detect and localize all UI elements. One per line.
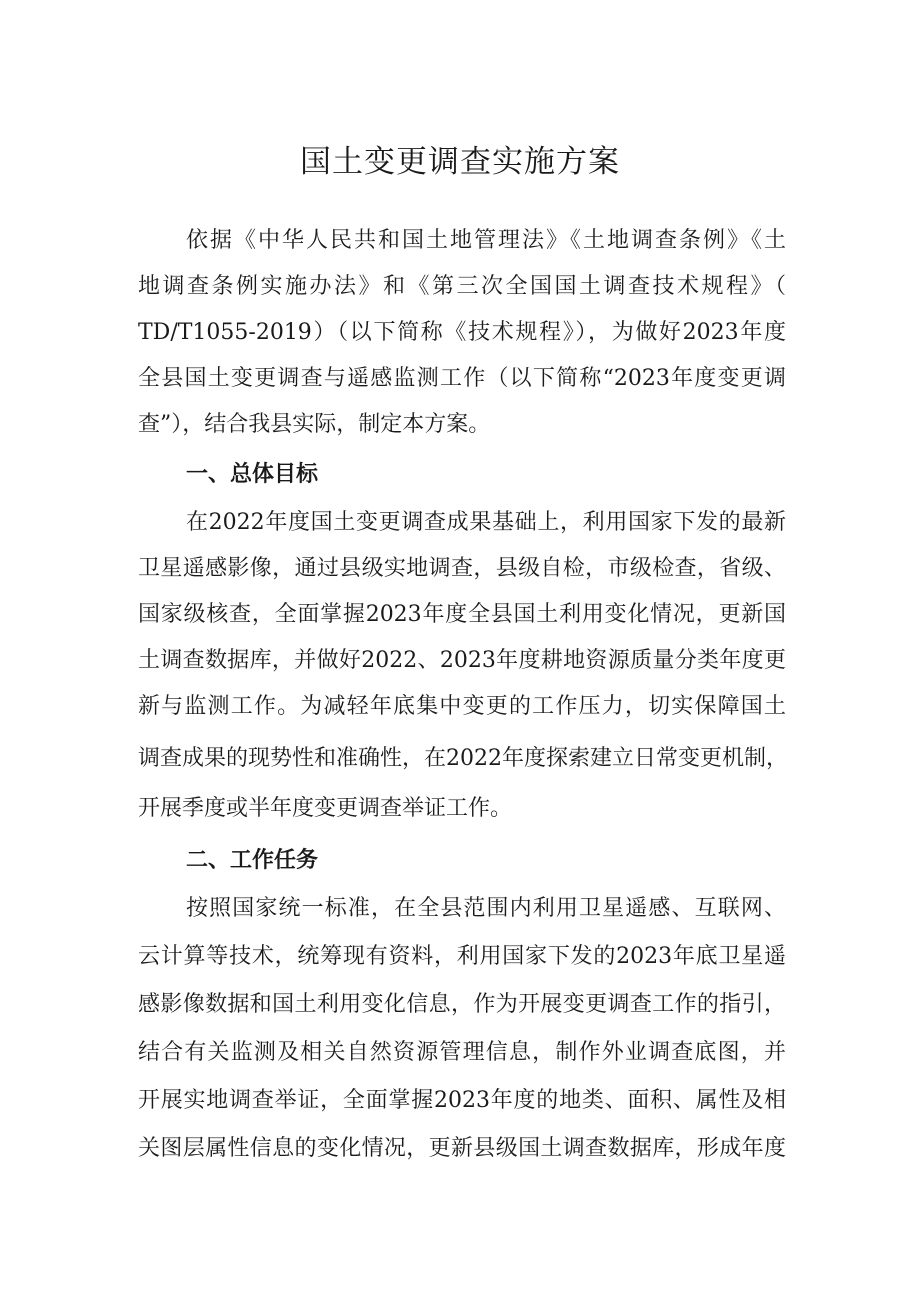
- paragraph-line: 依据《中华人民共和国土地管理法》《土地调查条例》《土: [186, 228, 786, 253]
- section-heading: 一、总体目标: [186, 462, 319, 487]
- paragraph-line: 开展季度或半年度变更调查举证工作。: [138, 796, 513, 821]
- paragraph-line: TD/T1055-2019）（以下简称《技术规程》），为做好2023年度: [138, 320, 786, 345]
- paragraph-line: 全县国土变更调查与遥感监测工作（以下简称“2023年度变更调: [138, 366, 786, 391]
- paragraph-line: 地调查条例实施办法》和《第三次全国国土调查技术规程》（: [138, 274, 786, 299]
- paragraph-line: 查”），结合我县实际，制定本方案。: [138, 412, 491, 437]
- paragraph-line: 国家级核查，全面掌握2023年度全县国土利用变化情况，更新国: [138, 602, 786, 627]
- paragraph-line: 关图层属性信息的变化情况，更新县级国土调查数据库，形成年度: [138, 1136, 786, 1161]
- paragraph-line: 感影像数据和国土利用变化信息，作为开展变更调查工作的指引，: [138, 992, 786, 1017]
- paragraph-line: 结合有关监测及相关自然资源管理信息，制作外业调查底图，并: [138, 1040, 786, 1065]
- paragraph-line: 卫星遥感影像，通过县级实地调查，县级自检，市级检查，省级、: [138, 556, 786, 581]
- paragraph-line: 在2022年度国土变更调查成果基础上，利用国家下发的最新: [186, 510, 786, 535]
- paragraph-line: 开展实地调查举证，全面掌握2023年度的地类、面积、属性及相: [138, 1088, 786, 1113]
- section-heading: 二、工作任务: [186, 848, 319, 873]
- document-title: 国土变更调查实施方案: [300, 144, 620, 180]
- paragraph-line: 调查成果的现势性和准确性，在2022年度探索建立日常变更机制，: [138, 746, 788, 771]
- paragraph-line: 云计算等技术，统筹现有资料，利用国家下发的2023年底卫星遥: [138, 944, 786, 969]
- paragraph-line: 按照国家统一标准，在全县范围内利用卫星遥感、互联网、: [186, 896, 786, 921]
- paragraph-line: 新与监测工作。为减轻年底集中变更的工作压力，切实保障国土: [138, 694, 786, 719]
- paragraph-line: 土调查数据库，并做好2022、2023年度耕地资源质量分类年度更: [138, 648, 786, 673]
